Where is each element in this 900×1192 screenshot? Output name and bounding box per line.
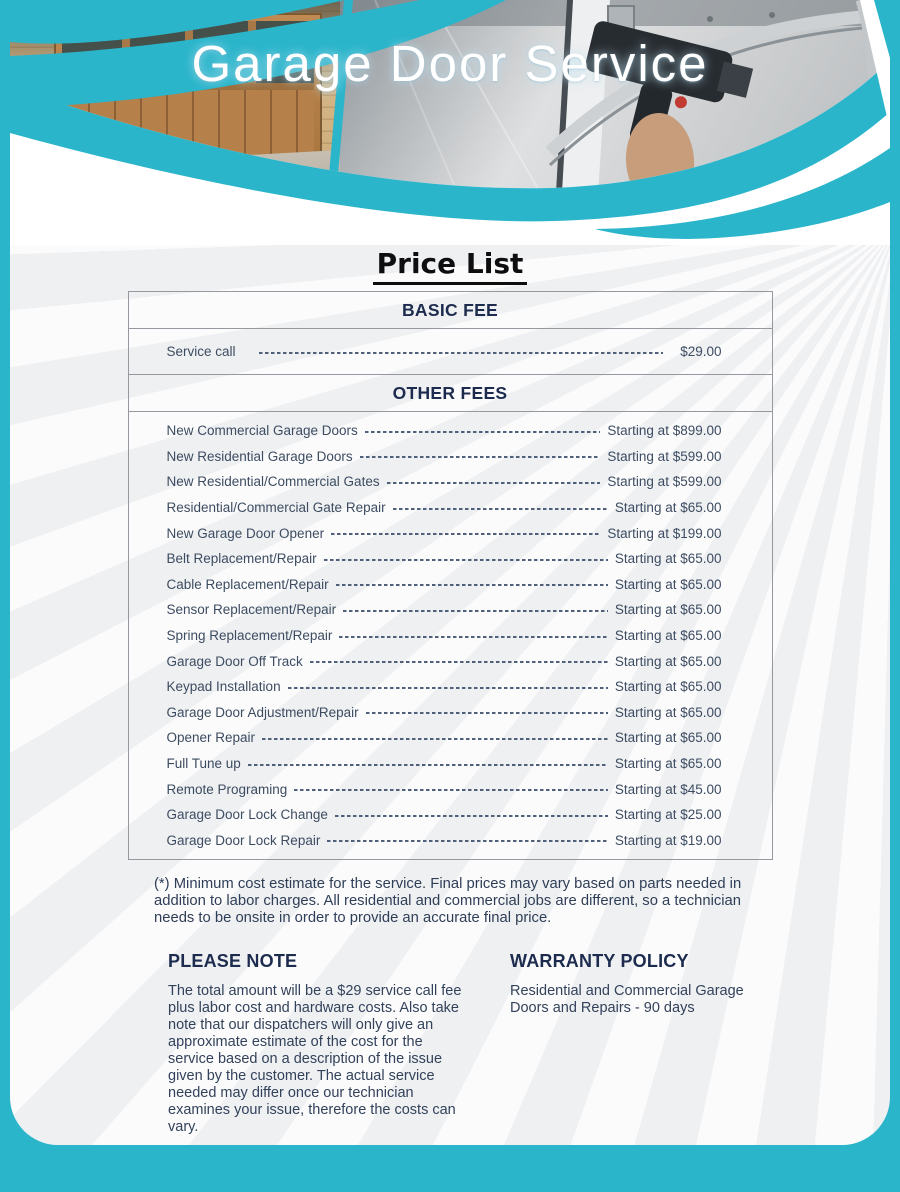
fee-label: Full Tune up: [166, 756, 241, 772]
fee-label: New Garage Door Opener: [166, 525, 325, 541]
main-content: [10, 247, 890, 1136]
fee-label: Keypad Installation: [166, 679, 281, 695]
fee-row: [167, 572, 722, 598]
dotted-leader: [387, 482, 601, 484]
fee-label: New Residential/Commercial Gates: [166, 474, 380, 490]
dotted-leader: [294, 789, 608, 791]
please-note-heading: PLEASE NOTE: [168, 951, 298, 972]
basic-fee-rows: [129, 329, 772, 375]
fee-row: [167, 329, 722, 374]
fee-price: Starting at $65.00: [614, 679, 722, 695]
fee-price: Starting at $65.00: [614, 756, 722, 772]
fee-label: Remote Programing: [166, 781, 288, 797]
fee-row: [167, 623, 722, 649]
fee-price: Starting at $65.00: [614, 576, 722, 592]
fee-label: Belt Replacement/Repair: [166, 551, 317, 567]
fee-price: Starting at $65.00: [614, 602, 722, 618]
other-fees-rows: [129, 412, 772, 859]
dotted-leader: [248, 764, 608, 766]
fee-row: [167, 546, 722, 572]
dotted-leader: [343, 610, 608, 612]
dotted-leader: [336, 584, 608, 586]
fee-price: Starting at $45.00: [614, 781, 722, 797]
fee-label: Sensor Replacement/Repair: [166, 602, 337, 618]
warranty-body: Residential and Commercial Garage Doors and Repairs - 90 days: [510, 983, 744, 1017]
fee-price: Starting at $65.00: [614, 551, 722, 567]
fee-price: Starting at $65.00: [614, 730, 722, 746]
dotted-leader: [324, 559, 608, 561]
dotted-leader: [327, 840, 608, 842]
fee-row: [167, 469, 722, 495]
fee-row: [167, 444, 722, 470]
other-fees-heading: OTHER FEES: [129, 375, 772, 412]
fee-label: Opener Repair: [166, 730, 256, 746]
basic-fee-heading: BASIC FEE: [129, 292, 772, 329]
fee-price: $29.00: [680, 344, 722, 359]
dotted-leader: [393, 508, 608, 510]
please-note-body: The total amount will be a $29 service call fee plus labor cost and hardware costs. Also take note that our dispatchers will only give an approximate estimate of the cost for the service based on a description of the issue given by the customer. The actual service needed may differ once our technician examines your issue, therefore the costs can vary.: [168, 983, 462, 1135]
fee-price: Starting at $599.00: [607, 448, 722, 464]
fee-label: Service call: [166, 344, 236, 359]
fee-label: New Residential Garage Doors: [166, 448, 353, 464]
fee-row: [167, 597, 722, 623]
fee-price: Starting at $599.00: [607, 474, 722, 490]
fee-row: [167, 520, 722, 546]
header-banner: [10, 0, 890, 245]
warranty-section: [510, 951, 765, 1136]
dotted-leader: [339, 636, 608, 638]
fee-price: Starting at $65.00: [614, 500, 722, 516]
fee-row: [167, 674, 722, 700]
dotted-leader: [335, 815, 608, 817]
fee-price: Starting at $19.00: [614, 832, 722, 848]
fee-label: Garage Door Lock Change: [166, 807, 328, 823]
dotted-leader: [310, 661, 608, 663]
fee-row: [167, 495, 722, 521]
fee-row: [167, 418, 722, 444]
minimum-cost-footnote: (*) Minimum cost estimate for the service. Final prices may vary based on parts needed in addition to labor charges. All residential and commercial jobs are different, so a technician needs to be onsite in order to provide an accurate final price.: [154, 876, 742, 927]
fee-row: [167, 751, 722, 777]
price-list-title: Price List: [10, 247, 890, 280]
dotted-leader: [360, 456, 601, 458]
fee-label: Residential/Commercial Gate Repair: [166, 500, 386, 516]
fee-price: Starting at $899.00: [607, 423, 722, 439]
fee-price: Starting at $199.00: [607, 525, 722, 541]
price-table: [128, 291, 773, 860]
page-hero-title: Garage Door Service: [191, 35, 709, 92]
dotted-leader: [366, 712, 608, 714]
fee-row: [167, 828, 722, 854]
fee-row: [167, 725, 722, 751]
dotted-leader: [288, 687, 608, 689]
fee-price: Starting at $25.00: [614, 807, 722, 823]
fee-row: [167, 776, 722, 802]
content-sheet: [10, 0, 890, 1145]
fee-label: New Commercial Garage Doors: [166, 423, 358, 439]
info-columns: [168, 951, 890, 1136]
dotted-leader: [262, 738, 608, 740]
fee-label: Spring Replacement/Repair: [166, 628, 333, 644]
fee-label: Garage Door Off Track: [166, 653, 303, 669]
fee-price: Starting at $65.00: [614, 628, 722, 644]
dotted-leader: [259, 352, 664, 354]
fee-label: Garage Door Adjustment/Repair: [166, 704, 359, 720]
fee-price: Starting at $65.00: [614, 653, 722, 669]
please-note-section: [168, 951, 468, 1136]
fee-label: Garage Door Lock Repair: [166, 832, 321, 848]
fee-price: Starting at $65.00: [614, 704, 722, 720]
warranty-heading: WARRANTY POLICY: [510, 951, 689, 972]
fee-row: [167, 802, 722, 828]
fee-row: [167, 700, 722, 726]
dotted-leader: [365, 431, 601, 433]
fee-label: Cable Replacement/Repair: [166, 576, 329, 592]
dotted-leader: [331, 533, 600, 535]
fee-row: [167, 648, 722, 674]
